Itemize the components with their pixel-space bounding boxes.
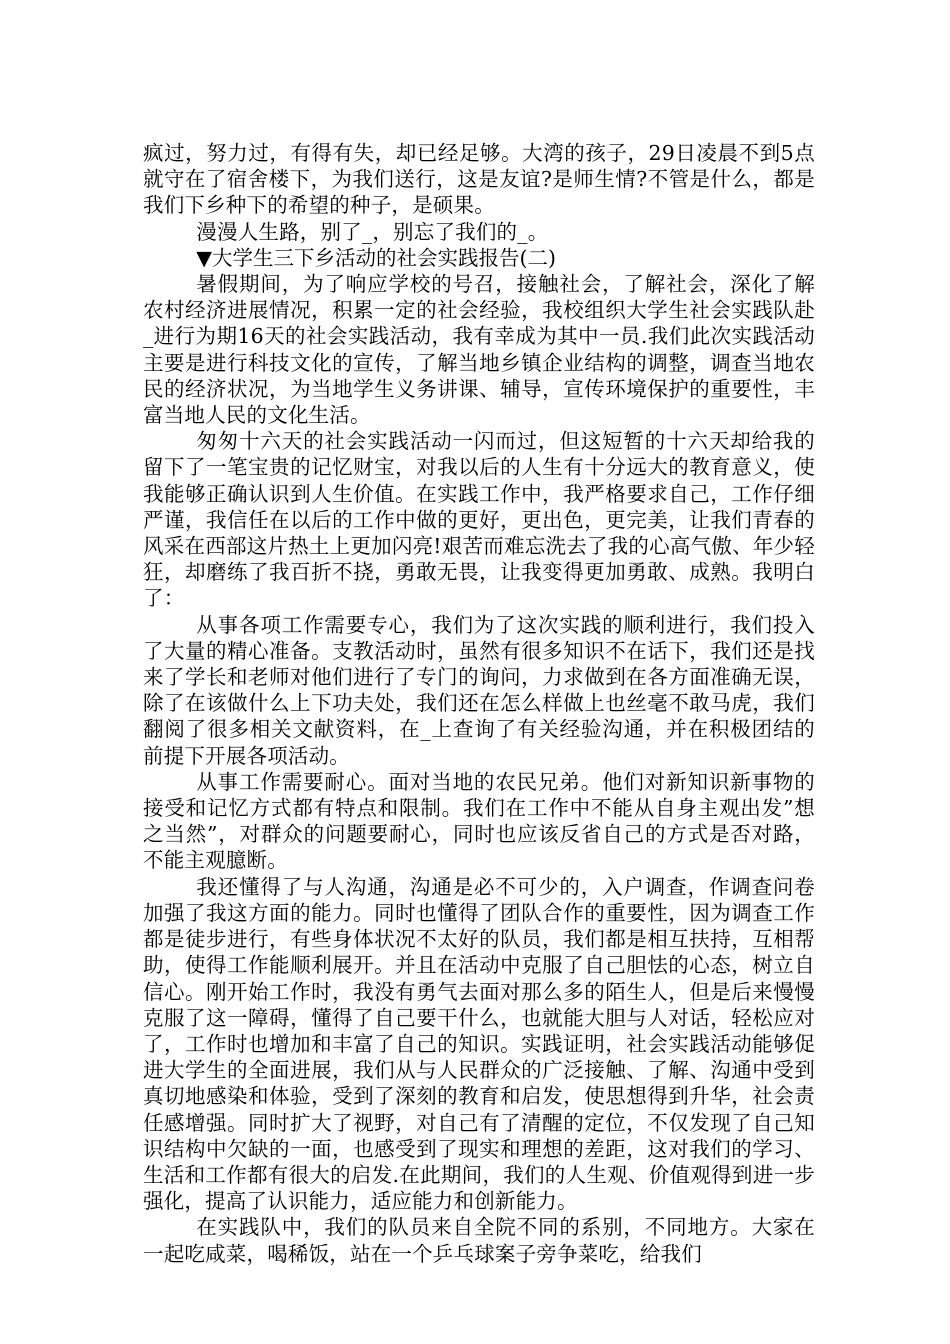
paragraph-6: 从事工作需要耐心。面对当地的农民兄弟。他们对新知识新事物的接受和记忆方式都有特点和限制。我们在工作中不能从自身主观出发”想之当然”，对群众的问题要耐心，同时也应该反省自己的方式是否对路，不能主观臆断。 (143, 769, 815, 873)
paragraph-5: 从事各项工作需要专心，我们为了这次实践的顺利进行，我们投入了大量的精心准备。支教活动时，虽然有很多知识不在话下，我们还是找来了学长和老师对他们进行了专门的询问，力求做到在各方面准确无误，除了在该做什么上下功夫处，我们还在怎么样做上也丝毫不敢马虎，我们翻阅了很多相关文献资料，在_上查询了有关经验沟通，并在积极团结的前提下开展各项活动。 (143, 612, 815, 768)
paragraph-1: 疯过，努力过，有得有失，却已经足够。大湾的孩子，29日凌晨不到5点就守在了宿舍楼下，为我们送行，这是友谊?是师生情?不管是什么，都是我们下乡种下的希望的种子，是硕果。 (143, 141, 815, 218)
paragraph-2: 漫漫人生路，别了_，别忘了我们的_。 (196, 219, 549, 244)
paragraph-3: 暑假期间，为了响应学校的号召，接触社会，了解社会，深化了解农村经济进展情况，积累一定的社会经验，我校组织大学生社会实践队赴_进行为期16天的社会实践活动，我有幸成为其中一员.我们此次实践活动主要是进行科技文化的宣传，了解当地乡镇企业结构的调整，调查当地农民的经济状况，为当地学生义务讲课、辅导，宣传环境保护的重要性，丰富当地人民的文化生活。 (143, 272, 815, 428)
paragraph-4: 匆匆十六天的社会实践活动一闪而过，但这短暂的十六天却给我的留下了一笔宝贵的记忆财宝，对我以后的人生有十分远大的教育意义，使我能够正确认识到人生价值。在实践工作中，我严格要求自己，工作仔细严谨，我信任在以后的工作中做的更好，更出色，更完美，让我们青春的风采在西部这片热土上更加闪亮!艰苦而难忘洗去了我的心高气傲、年少轻狂，却磨练了我百折不挠，勇敢无畏，让我变得更加勇敢、成熟。我明白了： (143, 429, 815, 611)
document-page (143, 140, 815, 1267)
paragraph-7: 我还懂得了与人沟通，沟通是必不可少的，入户调查，作调查问卷加强了我这方面的能力。同时也懂得了团队合作的重要性，因为调查工作都是徒步进行，有些身体状况不太好的队员，我们都是相互扶持，互相帮助，使得工作能顺利展开。并且在活动中克服了自己胆怯的心态，树立自信心。刚开始工作时，我没有勇气去面对那么多的陌生人，但是后来慢慢克服了这一障碍，懂得了自己要干什么，也就能大胆与人对话，轻松应对了，工作时也增加和丰富了自己的知识。实践证明，社会实践活动能够促进大学生的全面进展，我们从与人民群众的广泛接触、了解、沟通中受到真切地感染和体验，受到了深刻的教育和启发，使思想得到升华，社会责任感增强。同时扩大了视野，对自己有了清醒的定位，不仅发现了自己知识结构中欠缺的一面，也感受到了现实和理想的差距，这对我们的学习、生活和工作都有很大的启发.在此期间，我们的人生观、价值观得到进一步强化，提高了认识能力，适应能力和创新能力。 (143, 874, 815, 1214)
section-heading: ▼大学生三下乡活动的社会实践报告(二) (196, 245, 557, 270)
paragraph-8: 在实践队中，我们的队员来自全院不同的系别，不同地方。大家在一起吃咸菜，喝稀饭，站在一个乒乓球案子旁争菜吃，给我们 (143, 1215, 815, 1266)
